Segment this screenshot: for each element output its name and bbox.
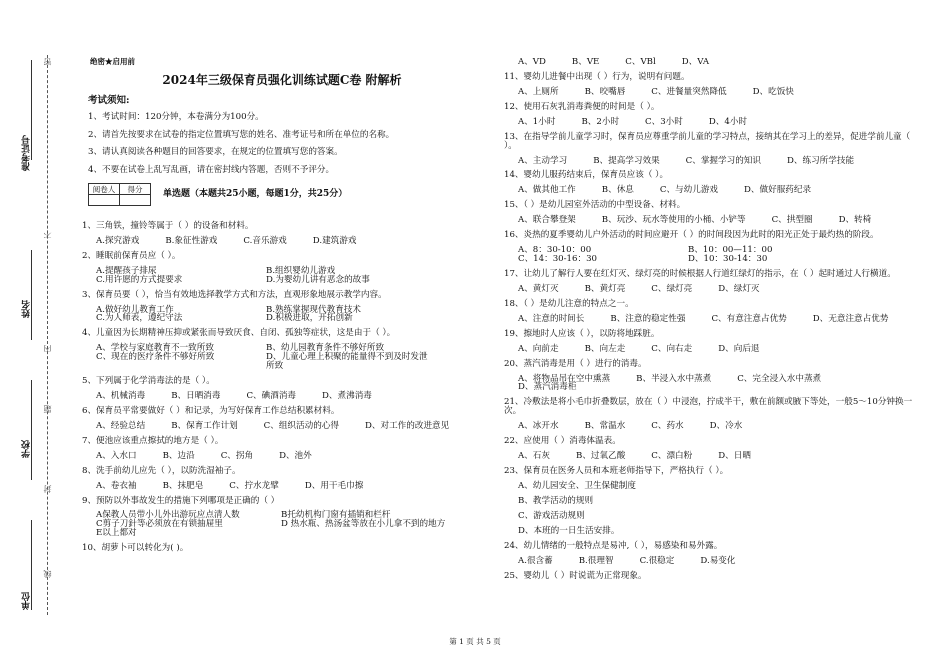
option[interactable]: D、无意注意占优势 <box>812 313 889 324</box>
seal-word-1: 不 <box>43 230 52 238</box>
option[interactable]: C剪子刀針等必须放在有锁抽屉里 <box>96 519 223 530</box>
question-text: 18、（ ）是幼儿注意的特点之一。 <box>504 298 634 309</box>
option[interactable]: C、拐角 <box>220 450 254 461</box>
option[interactable]: B、抹肥皂 <box>162 480 204 491</box>
option[interactable]: A.做好幼儿教育工作 <box>96 304 174 315</box>
left-column <box>82 58 482 559</box>
option[interactable]: D、向后退 <box>718 343 760 354</box>
question-text: 1、三角铁，撞铃等属于（ ）的设备和材料。 <box>82 221 254 232</box>
question-options <box>518 482 924 536</box>
option[interactable]: B、休息 <box>601 185 634 196</box>
option[interactable]: A、VD <box>518 57 546 67</box>
question-options <box>96 267 482 284</box>
right-column <box>504 58 924 587</box>
option[interactable]: C.音乐游戏 <box>243 236 287 247</box>
option[interactable]: C、VBl <box>625 57 656 67</box>
score-header: 得分 <box>120 184 151 195</box>
option[interactable]: C、组织活动的心得 <box>263 420 339 431</box>
section-title: 单选题（本题共25小题，每题1分，共25分） <box>163 189 348 200</box>
option[interactable]: D、10：30-14：30 <box>688 254 768 264</box>
option[interactable]: D.积极进取，开拓创新 <box>266 313 353 324</box>
option[interactable]: A、幼儿园安全、卫生保健制度 <box>518 480 636 491</box>
question-text: 17、让幼儿了解行人要在红灯灭、绿灯亮的时候根据人行道红绿灯的指示，在（ ）起时通过人行横道。 <box>504 268 896 279</box>
question-options <box>518 216 924 225</box>
option[interactable]: A、机械消毒 <box>96 390 146 401</box>
seal-mark-top: 密 <box>43 58 52 66</box>
question-text: 10、胡萝卜可以转化为( )。 <box>82 542 189 553</box>
option[interactable]: D、练习所学技能 <box>787 155 855 166</box>
option[interactable]: C、游戏活动规则 <box>518 510 585 521</box>
option[interactable]: B.熟练掌握现代教育技术 <box>266 304 361 315</box>
option[interactable]: C、向右走 <box>651 343 693 354</box>
option[interactable]: D、VA <box>681 57 710 67</box>
unit-label: 单位 <box>22 592 32 610</box>
option[interactable]: A、联合攀登架 <box>518 215 576 226</box>
question-options <box>518 58 924 67</box>
question-text: 25、婴幼儿（ ）时说谎为正常现象。 <box>504 570 647 581</box>
seal-word-2: 内 <box>43 345 52 353</box>
option[interactable]: D.建筑游戏 <box>312 236 357 247</box>
option[interactable]: A、卷衣袖 <box>96 480 137 491</box>
option[interactable]: B、常温水 <box>584 421 626 432</box>
option[interactable]: C、进餐量突然降低 <box>651 86 727 97</box>
page-title: 2024年三级保育员强化训练试题C卷 附解析 <box>162 72 402 87</box>
grader-header: 阅卷人 <box>89 184 120 195</box>
option[interactable]: A、石灰 <box>518 451 550 461</box>
question-text: 6、保育员平常要做好（ ）和记录，为写好保育工作总结积累材料。 <box>82 405 340 416</box>
option[interactable]: D、本班的一日生活安排。 <box>518 525 620 536</box>
question-text: 14、婴幼儿服药结束后，保育员应该（ ）。 <box>504 170 669 181</box>
option[interactable]: D、转椅 <box>838 215 872 226</box>
left-question-list <box>82 222 482 552</box>
option[interactable]: B、日晒消毒 <box>171 390 221 401</box>
question-text: 21、冷敷法是将小毛巾折叠数层，放在（ ）中浸泡，拧成半干，敷在前额或腋下等处，一般5～10分钟换一次。 <box>504 397 913 417</box>
option[interactable]: B、向左走 <box>584 343 626 354</box>
question-options <box>518 557 924 566</box>
option[interactable]: A、8：30-10：00 <box>518 245 592 256</box>
option[interactable]: A保教人员带小儿外出游玩应点清人数 <box>96 510 240 521</box>
question-options <box>518 246 924 263</box>
option[interactable]: B、注意的稳定性强 <box>610 313 686 324</box>
question-options <box>96 237 482 246</box>
seal-dashed-line <box>47 55 48 615</box>
option[interactable]: A、1小时 <box>518 116 556 127</box>
option[interactable]: D 热水瓶、热汤盆等放在小儿拿不到的地方 <box>281 519 446 530</box>
option[interactable]: A、主动学习 <box>518 155 568 166</box>
option[interactable]: C、漂白粉 <box>651 451 693 461</box>
question-text: 4、儿童因为长期精神压抑或紧张而导致厌食、自闭、孤独等症状，这是由于（ ）。 <box>82 328 396 339</box>
option[interactable]: D、蒸汽消毒柜 <box>518 382 577 393</box>
option[interactable]: B、黄灯亮 <box>584 283 626 294</box>
name-label: 姓名 <box>22 300 32 318</box>
option[interactable]: A、将物品吊在空中熏蒸 <box>518 373 611 384</box>
exam-id-label: 准考证号 <box>22 135 32 171</box>
seal-mark-bottom: 线 <box>43 570 52 578</box>
grader-cell[interactable] <box>89 195 120 206</box>
question-options <box>96 306 482 323</box>
question-text: 20、蒸汽消毒是用（ ）进行的消毒。 <box>504 358 647 369</box>
option[interactable]: C、拧水龙擘 <box>229 480 279 491</box>
question-options <box>518 345 924 354</box>
option[interactable]: C、14：30-16：30 <box>518 254 598 264</box>
option[interactable]: C、拱型圈 <box>771 215 813 226</box>
option[interactable]: B、过氧乙酸 <box>576 451 626 461</box>
binding-margin <box>0 0 60 671</box>
option[interactable]: B、10：00—11：00 <box>688 245 773 256</box>
question-text: 9、预防以外事故发生的措施下列哪项是正确的（ ） <box>82 495 280 506</box>
option[interactable]: B、提高学习效果 <box>593 155 660 166</box>
name-field-line[interactable] <box>31 250 32 340</box>
option[interactable]: C、掌握学习的知识 <box>685 155 761 166</box>
option[interactable]: D.易变化 <box>700 555 736 566</box>
school-label: 学校 <box>22 440 32 458</box>
option[interactable]: B.组织婴幼儿游戏 <box>266 266 336 277</box>
option[interactable]: A、做其他工作 <box>518 185 576 196</box>
option[interactable]: B、保育工作计划 <box>171 420 238 431</box>
question-text: 13、在指导学前儿童学习时，保育员应尊重学前儿童的学习特点，接纳其在学习上的差异，促进学前儿童（ ）。 <box>504 131 911 151</box>
instructions-heading: 考试须知: <box>88 94 130 106</box>
question-options <box>518 285 924 294</box>
option[interactable]: D、绿灯灭 <box>718 283 760 294</box>
option[interactable]: B、幼儿园教育条件不够好所致 <box>266 343 385 354</box>
option[interactable]: C.很稳定 <box>639 555 675 566</box>
option[interactable]: A.探究游戏 <box>96 236 140 247</box>
option[interactable]: D、用干毛巾擦 <box>304 480 364 491</box>
instruction-item: 2、请首先按要求在试卷的指定位置填写您的姓名、准考证号和所在单位的名称。 <box>88 129 395 140</box>
option[interactable]: A、黄灯灭 <box>518 283 559 294</box>
option[interactable]: D、对工作的改进意见 <box>365 420 450 431</box>
unit-field-line[interactable] <box>31 520 32 610</box>
option[interactable]: A.很含蓄 <box>518 555 553 566</box>
option[interactable]: C、3小时 <box>645 116 683 127</box>
secret-mark: 绝密★启用前 <box>90 57 135 66</box>
instruction-item: 3、请认真阅读各种题目的回答要求，在规定的位置填写您的答案。 <box>88 147 343 158</box>
option[interactable]: C、有意注意占优势 <box>711 313 787 324</box>
option[interactable]: A、学校与家庭教育不一致所致 <box>96 343 214 354</box>
instructions-list <box>82 113 482 174</box>
option[interactable]: C、药水 <box>651 421 684 432</box>
score-cell[interactable] <box>120 195 151 206</box>
question-text: 3、保育员要（ ），恰当有效地选择教学方式和方法，直观形象地展示教学内容。 <box>82 289 387 300</box>
option[interactable]: E以上都对 <box>96 527 137 538</box>
question-text: 12、使用石灰乳消毒粪便的时间是（ ）。 <box>504 101 660 112</box>
question-options <box>518 88 924 97</box>
question-options <box>96 511 482 537</box>
option[interactable]: B.很理智 <box>578 555 614 566</box>
question-text: 24、幼儿情绪的一般特点是易冲,（ ），易感染和易外露。 <box>504 540 723 551</box>
page-footer: 第 1 页 共 5 页 <box>449 637 501 646</box>
question-text: 5、下列属于化学消毒法的是（ ）。 <box>82 375 215 386</box>
option[interactable]: C、绿灯亮 <box>651 283 693 294</box>
right-question-list <box>504 58 924 580</box>
option[interactable]: B、2小时 <box>581 116 620 127</box>
option[interactable]: C、完全浸入水中蒸煮 <box>737 373 822 384</box>
question-options <box>518 118 924 127</box>
question-options <box>518 375 924 392</box>
option[interactable]: C、与幼儿游戏 <box>659 185 719 196</box>
option[interactable]: A、冰开水 <box>518 421 559 432</box>
question-options <box>96 392 482 401</box>
school-field-line[interactable] <box>31 380 32 480</box>
question-text: 2、睡眠前保育员应（ ）。 <box>82 251 181 262</box>
option[interactable]: B.象征性游戏 <box>165 236 218 247</box>
question-text: 16、炎热的夏季婴幼儿户外活动的时间应避开（ ）的时间段因为此时的阳光正处于最灼热的阶段。 <box>504 230 879 241</box>
option[interactable]: B、半浸入水中蒸煮 <box>636 373 712 384</box>
option[interactable]: A、注意的时间长 <box>518 313 585 324</box>
option[interactable]: B、玩沙、玩水等使用的小桶、小铲等 <box>601 215 746 226</box>
question-options <box>518 315 924 324</box>
seal-mark-mid: 封 <box>43 485 52 493</box>
option[interactable]: D、冷水 <box>709 421 743 432</box>
option[interactable]: D、池外 <box>279 450 312 461</box>
question-text: 7、便池应该重点擦拭的地方是（ ）。 <box>82 435 224 446</box>
score-box <box>88 183 482 206</box>
option[interactable]: D、儿童心理上积聚的能量得不到及时发泄所致 <box>266 352 428 371</box>
instruction-item: 1、考试时间：120分钟，本卷满分为100分。 <box>88 112 264 122</box>
option[interactable]: B、VE <box>571 57 600 67</box>
option[interactable]: B托幼机构门窗有插销和栏杆 <box>281 510 391 521</box>
question-options <box>96 344 482 370</box>
option[interactable]: D、做好服药纪录 <box>744 185 812 196</box>
question-text: 19、擦地时人应该（ ），以防将地踩脏。 <box>504 328 660 339</box>
question-text: 8、洗手前幼儿应先（ ），以防洗湿袖子。 <box>82 465 241 476</box>
question-text: 23、保育员在医务人员和本班老师指导下，严格执行（ ）。 <box>504 465 729 476</box>
option[interactable]: B、咬嘴唇 <box>584 86 626 97</box>
option[interactable]: A、入水口 <box>96 450 137 461</box>
option[interactable]: C.用许愿的方式提要求 <box>96 274 183 285</box>
option[interactable]: A、上厕所 <box>518 86 559 97</box>
question-options <box>518 452 924 461</box>
question-options <box>96 482 482 491</box>
option[interactable]: B、边沿 <box>162 450 195 461</box>
option[interactable]: D.为婴幼儿讲有恶念的故事 <box>266 274 370 285</box>
option[interactable]: A、经验总结 <box>96 420 146 431</box>
option[interactable]: A.提醒孩子排尿 <box>96 266 157 277</box>
question-text: 15、（ ）是幼儿园室外活动的中型设备、材料。 <box>504 200 686 211</box>
seal-word-3: 题 <box>43 405 52 413</box>
option[interactable]: A、向前走 <box>518 343 559 354</box>
option[interactable]: D、煮沸消毒 <box>322 390 372 401</box>
question-options <box>96 422 482 431</box>
option[interactable]: D、吃饭快 <box>752 86 794 97</box>
option[interactable]: B、教学活动的规则 <box>518 495 594 506</box>
question-options <box>96 452 482 461</box>
score-table <box>88 183 151 206</box>
option[interactable]: C.为人师表，遵纪守法 <box>96 313 183 324</box>
question-options <box>518 186 924 195</box>
instruction-item: 4、不要在试卷上乱写乱画，请在密封线内答题，否则不予评分。 <box>88 164 335 175</box>
exam-id-field-line[interactable] <box>31 60 32 160</box>
question-options <box>518 157 924 166</box>
option[interactable]: C、现在的医疗条件不够好所致 <box>96 352 215 363</box>
question-text: 11、婴幼儿进餐中出现（ ）行为，说明有问题。 <box>504 71 690 82</box>
option[interactable]: D、日晒 <box>718 451 751 461</box>
question-options <box>518 422 924 431</box>
question-text: 22、应使用（ ）消毒体温表。 <box>504 436 621 447</box>
option[interactable]: C、碘酒消毒 <box>246 390 297 401</box>
option[interactable]: D、4小时 <box>708 116 748 127</box>
